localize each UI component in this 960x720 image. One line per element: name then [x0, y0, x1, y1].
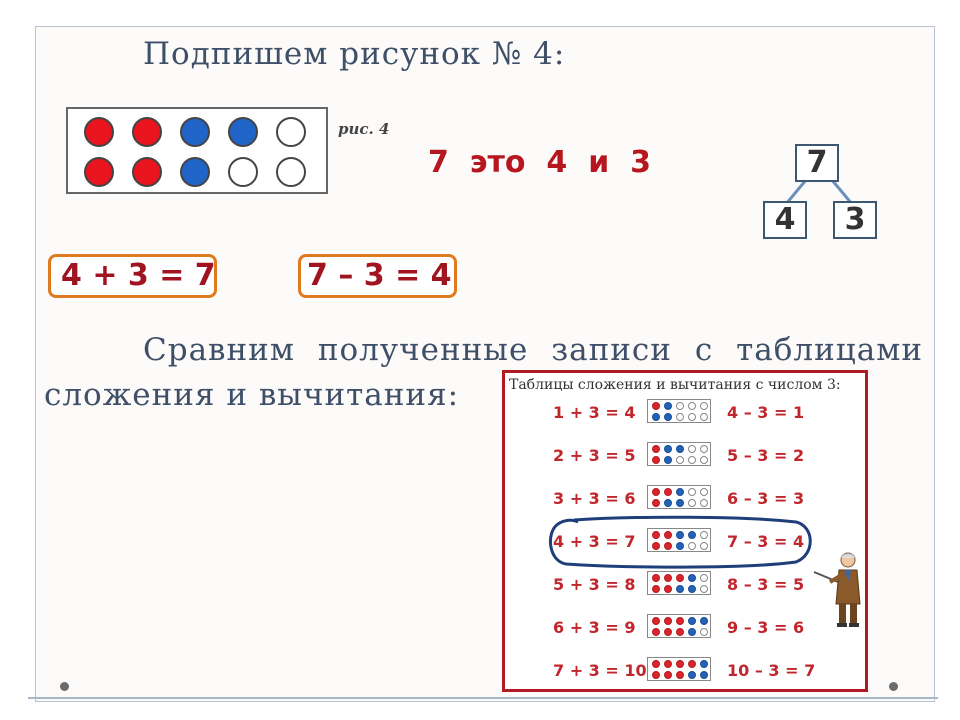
table-subtraction-fact: 10 – 3 = 7: [727, 661, 816, 680]
table-mini-ten-frame: [647, 571, 711, 595]
empty-dot: [688, 402, 696, 410]
blue-dot: [700, 671, 708, 679]
blue-dot: [676, 445, 684, 453]
table-mini-ten-frame: [647, 657, 711, 681]
red-dot: [676, 660, 684, 668]
table-mini-ten-frame: [647, 399, 711, 423]
blue-counter: [180, 157, 210, 187]
empty-dot: [688, 488, 696, 496]
addition-equation: 4 + 3 = 7: [48, 254, 217, 298]
blue-dot: [688, 628, 696, 636]
red-dot: [688, 660, 696, 668]
table-mini-ten-frame: [647, 442, 711, 466]
red-dot: [664, 617, 672, 625]
table-addition-fact: 4 + 3 = 7: [553, 532, 636, 551]
red-dot: [664, 660, 672, 668]
blue-dot: [700, 617, 708, 625]
red-dot: [652, 456, 660, 464]
empty-dot: [700, 499, 708, 507]
red-dot: [652, 488, 660, 496]
table-addition-fact: 6 + 3 = 9: [553, 618, 636, 637]
number-tree-left-part: 4: [763, 201, 807, 239]
red-dot: [664, 488, 672, 496]
blue-dot: [676, 585, 684, 593]
empty-dot: [688, 445, 696, 453]
blue-dot: [664, 402, 672, 410]
blue-counter: [180, 117, 210, 147]
empty-dot: [700, 574, 708, 582]
red-counter: [84, 117, 114, 147]
highlight-oval: [544, 514, 816, 570]
table-subtraction-fact: 8 – 3 = 5: [727, 575, 805, 594]
bottom-left-dot: [60, 682, 69, 691]
red-dot: [676, 574, 684, 582]
empty-dot: [700, 488, 708, 496]
paragraph-line-2: сложения и вычитания:: [44, 377, 460, 413]
empty-dot: [700, 585, 708, 593]
red-dot: [652, 499, 660, 507]
blue-dot: [664, 499, 672, 507]
red-dot: [652, 574, 660, 582]
empty-dot: [676, 456, 684, 464]
bottom-right-dot: [889, 682, 898, 691]
red-dot: [664, 574, 672, 582]
subtraction-equation: 7 – 3 = 4: [298, 254, 457, 298]
table-subtraction-fact: 9 – 3 = 6: [727, 618, 805, 637]
table-addition-fact: 2 + 3 = 5: [553, 446, 636, 465]
empty-dot: [700, 402, 708, 410]
number-tree-right-part: 3: [833, 201, 877, 239]
empty-dot: [676, 402, 684, 410]
teacher-figure-illustration: [812, 548, 868, 628]
paragraph-word: таблицами: [736, 332, 923, 368]
paragraph-word: записи: [551, 332, 672, 368]
red-dot: [652, 617, 660, 625]
empty-counter: [276, 117, 306, 147]
table-addition-fact: 5 + 3 = 8: [553, 575, 636, 594]
empty-dot: [700, 628, 708, 636]
paragraph-word: с: [694, 332, 714, 368]
empty-dot: [700, 456, 708, 464]
red-dot: [676, 628, 684, 636]
table-subtraction-fact: 5 – 3 = 2: [727, 446, 805, 465]
blue-dot: [664, 456, 672, 464]
empty-counter: [228, 157, 258, 187]
red-dot: [652, 660, 660, 668]
table-addition-fact: 3 + 3 = 6: [553, 489, 636, 508]
empty-counter: [276, 157, 306, 187]
blue-dot: [664, 445, 672, 453]
red-dot: [676, 617, 684, 625]
red-dot: [652, 445, 660, 453]
red-dot: [652, 671, 660, 679]
table-subtraction-fact: 7 – 3 = 4: [727, 532, 805, 551]
empty-dot: [688, 456, 696, 464]
table-subtraction-fact: 6 – 3 = 3: [727, 489, 805, 508]
red-dot: [664, 628, 672, 636]
blue-dot: [700, 660, 708, 668]
number-fact: 7 это 4 и 3: [428, 145, 651, 180]
table-addition-fact: 1 + 3 = 4: [553, 403, 636, 422]
empty-dot: [700, 445, 708, 453]
blue-dot: [688, 671, 696, 679]
table-mini-ten-frame: [647, 485, 711, 509]
blue-dot: [688, 574, 696, 582]
ten-frame-figure: [66, 107, 328, 194]
paragraph-word: полученные: [317, 332, 529, 368]
table-mini-ten-frame: [647, 614, 711, 638]
table-addition-fact: 7 + 3 = 10: [553, 661, 647, 680]
blue-dot: [664, 413, 672, 421]
figure-caption: рис. 4: [338, 120, 390, 138]
blue-dot: [676, 499, 684, 507]
empty-dot: [700, 413, 708, 421]
red-counter: [84, 157, 114, 187]
red-dot: [652, 585, 660, 593]
empty-dot: [676, 413, 684, 421]
empty-dot: [688, 499, 696, 507]
red-dot: [664, 585, 672, 593]
blue-dot: [688, 617, 696, 625]
blue-dot: [688, 585, 696, 593]
red-dot: [664, 671, 672, 679]
blue-dot: [676, 488, 684, 496]
slide-bottom-rule: [28, 697, 938, 699]
empty-dot: [688, 413, 696, 421]
paragraph-line-1: [143, 332, 923, 368]
red-counter: [132, 117, 162, 147]
red-counter: [132, 157, 162, 187]
red-dot: [676, 671, 684, 679]
number-tree-whole: 7: [795, 144, 839, 182]
blue-dot: [652, 413, 660, 421]
paragraph-word: Сравним: [143, 332, 295, 368]
red-dot: [652, 402, 660, 410]
red-dot: [652, 628, 660, 636]
table-title: Таблицы сложения и вычитания с числом 3:: [509, 377, 841, 393]
table-subtraction-fact: 4 – 3 = 1: [727, 403, 805, 422]
slide-title: Подпишем рисунок № 4:: [143, 36, 566, 72]
blue-counter: [228, 117, 258, 147]
